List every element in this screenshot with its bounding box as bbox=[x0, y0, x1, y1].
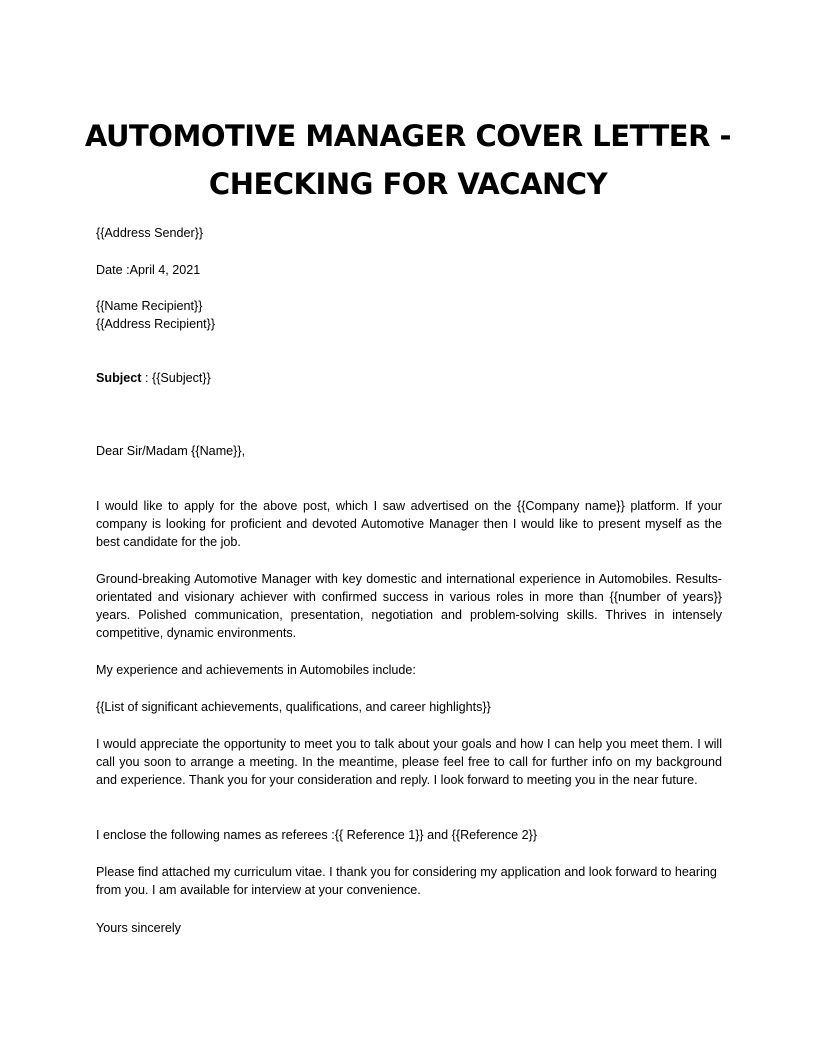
recipient-address: {{Address Recipient}} bbox=[96, 317, 216, 331]
paragraph-application: I would like to apply for the above post, which I saw advertised on the {{Company name}} platform. If your company is looking for proficient and devoted Automotive Manager then I would like to present myself as the best candidate for the job. bbox=[96, 499, 722, 549]
title-line-1: AUTOMOTIVE MANAGER COVER LETTER - bbox=[84, 119, 732, 153]
subject-line bbox=[96, 369, 722, 387]
paragraph-experience-intro: My experience and achievements in Automobiles include: bbox=[96, 663, 416, 677]
sender-address: {{Address Sender}} bbox=[96, 226, 204, 240]
letter-date: Date :April 4, 2021 bbox=[96, 263, 201, 277]
title-line-2: CHECKING FOR VACANCY bbox=[208, 167, 608, 201]
paragraph-achievements: {{List of significant achievements, qualifications, and career highlights}} bbox=[96, 700, 491, 714]
page-title bbox=[60, 112, 756, 208]
paragraph-profile: Ground-breaking Automotive Manager with key domestic and international experience in Automobiles. Results-orientated and visionary achiever with confirmed success in various roles in more than {{number of years}} years. Polished communication, presentation, negotiation and problem-solving skills. Thrives in intensely competitive, dynamic environments. bbox=[96, 572, 722, 640]
closing: Yours sincerely bbox=[96, 921, 181, 935]
subject-value: : {{Subject}} bbox=[141, 371, 211, 385]
paragraph-referees: I enclose the following names as referees :{{ Reference 1}} and {{Reference 2}} bbox=[96, 828, 538, 842]
salutation: Dear Sir/Madam {{Name}}, bbox=[96, 444, 246, 458]
paragraph-meeting: I would appreciate the opportunity to meet you to talk about your goals and how I can help you meet them. I will call you soon to arrange a meeting. In the meantime, please feel free to call for further info on my background and experience. Thank you for your consideration and reply. I look forward to meeting you in the near future. bbox=[96, 737, 722, 787]
paragraph-attachment: Please find attached my curriculum vitae. I thank you for considering my application and look forward to hearing from you. I am available for interview at your convenience. bbox=[96, 865, 717, 897]
subject-label: Subject bbox=[96, 371, 142, 385]
recipient-name: {{Name Recipient}} bbox=[96, 299, 203, 313]
